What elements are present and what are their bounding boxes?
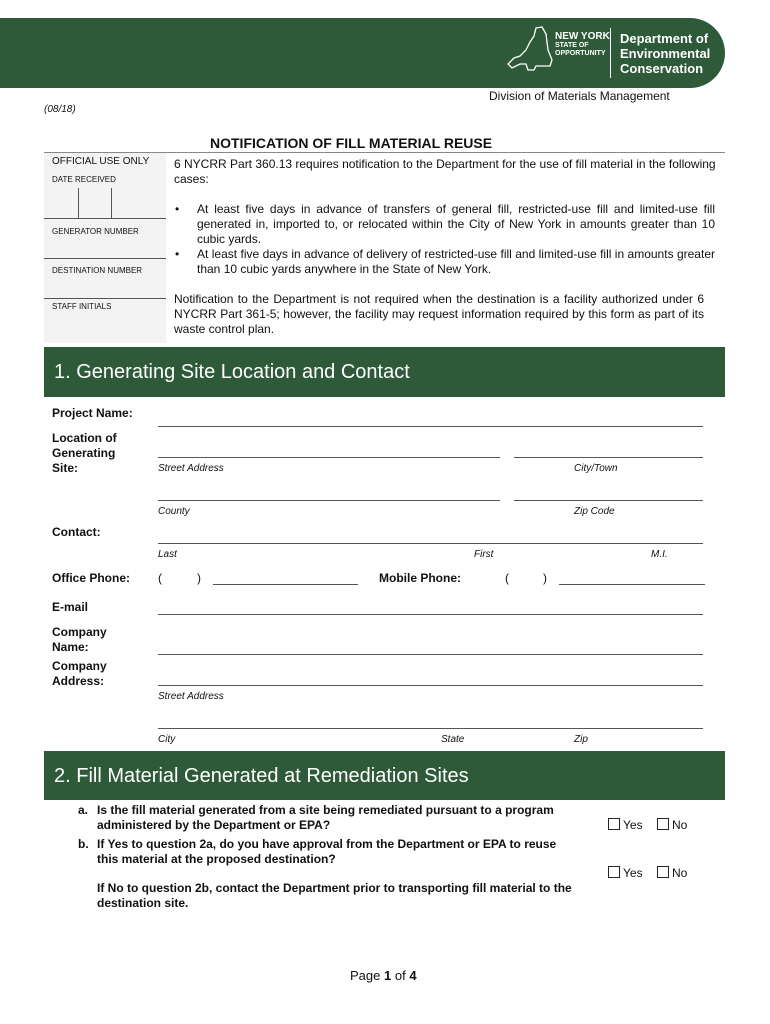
office-phone-open-paren: ( — [158, 571, 162, 585]
logo-divider — [610, 28, 611, 78]
email-label: E-mail — [52, 600, 89, 614]
page-footer — [350, 968, 417, 983]
dec-logo — [620, 31, 710, 76]
date-received-line[interactable] — [44, 218, 166, 219]
office-phone-close-paren: ) — [197, 571, 201, 585]
contact-label: Contact: — [52, 525, 101, 539]
header-banner — [0, 18, 725, 88]
qa-no-checkbox[interactable] — [657, 818, 669, 830]
ny-logo-line1: NEW YORK — [555, 31, 610, 42]
company-name-field[interactable] — [158, 654, 703, 655]
intro-bullet-1: • At least five days in advance of transfers of general fill, restricted-use fill and limited-use fill generated in, imported to, or relocated within the City of New York in amounts greater than 10 cubic yards. — [175, 202, 715, 247]
question-b-note: If No to question 2b, contact the Department prior to transporting fill material to the destination site. — [97, 881, 572, 910]
company-city-field[interactable] — [158, 728, 703, 729]
last-caption: Last — [158, 549, 177, 560]
contact-field[interactable] — [158, 543, 703, 544]
company-name-label-l2: Name: — [52, 640, 89, 654]
location-label-l1: Location of — [52, 431, 117, 445]
company-address-label-l1: Company — [52, 659, 107, 673]
qa-yes-option[interactable] — [608, 818, 643, 832]
mobile-phone-close-paren: ) — [543, 571, 547, 585]
official-use-heading: OFFICIAL USE ONLY — [52, 156, 150, 167]
date-received-label: DATE RECEIVED — [52, 175, 116, 184]
street-address-field[interactable] — [158, 457, 500, 458]
location-label-l3: Site: — [52, 461, 79, 475]
destination-number-line[interactable] — [44, 298, 166, 299]
intro-text: 6 NYCRR Part 360.13 requires notification to the Department for the use of fill material in the following cases: — [174, 157, 716, 186]
qb-no-option[interactable] — [657, 866, 687, 880]
mobile-phone-field[interactable] — [559, 584, 705, 585]
generator-number-label: GENERATOR NUMBER — [52, 227, 139, 236]
section1-heading: 1. Generating Site Location and Contact — [54, 361, 410, 383]
company-name-label — [52, 625, 107, 655]
location-label-l2: Generating — [52, 446, 116, 460]
staff-initials-label: STAFF INITIALS — [52, 302, 112, 311]
zip-code-caption: Zip Code — [574, 506, 615, 517]
zip-code-field[interactable] — [514, 500, 703, 501]
qa-no-label: No — [672, 818, 688, 832]
of-word: of — [394, 968, 406, 983]
intro-bullets — [175, 202, 715, 277]
destination-number-label: DESTINATION NUMBER — [52, 266, 143, 275]
date-divider-1 — [78, 188, 79, 218]
mobile-phone-label: Mobile Phone: — [379, 571, 461, 585]
form-title: NOTIFICATION OF FILL MATERIAL REUSE — [210, 135, 493, 151]
dec-line1: Department of — [620, 31, 709, 46]
street-address-caption: Street Address — [158, 463, 224, 474]
question-b-text: If Yes to question 2a, do you have approval from the Department or EPA to reuse this material at the proposed destination? — [97, 837, 557, 866]
company-address-label — [52, 659, 107, 689]
section2-header — [44, 751, 725, 800]
office-phone-label: Office Phone: — [52, 571, 131, 585]
company-address-label-l2: Address: — [52, 674, 105, 688]
date-divider-2 — [111, 188, 112, 218]
dec-line3: Conservation — [620, 61, 704, 76]
page-total: 4 — [409, 968, 417, 983]
section1-header — [44, 347, 725, 397]
qb-yes-checkbox[interactable] — [608, 866, 620, 878]
qa-yes-checkbox[interactable] — [608, 818, 620, 830]
page-word: Page — [350, 968, 381, 983]
location-label — [52, 431, 117, 476]
generator-number-line[interactable] — [44, 258, 166, 259]
office-phone-field[interactable] — [213, 584, 358, 585]
ny-state-logo — [555, 31, 615, 58]
company-state-caption: State — [441, 734, 465, 745]
page-number: 1 — [384, 968, 392, 983]
dec-line2: Environmental — [620, 46, 711, 61]
question-b-letter: b. — [78, 837, 89, 851]
project-name-field[interactable] — [158, 426, 703, 427]
company-name-label-l1: Company — [52, 625, 107, 639]
qb-no-checkbox[interactable] — [657, 866, 669, 878]
company-zip-caption: Zip — [574, 734, 588, 745]
project-name-label: Project Name: — [52, 406, 133, 420]
section2-heading: 2. Fill Material Generated at Remediation Sites — [54, 765, 469, 787]
email-field[interactable] — [158, 614, 703, 615]
company-city-caption: City — [158, 734, 176, 745]
mobile-phone-open-paren: ( — [505, 571, 509, 585]
question-a-letter: a. — [78, 803, 89, 817]
company-street-field[interactable] — [158, 685, 703, 686]
division-name: Division of Materials Management — [489, 89, 670, 103]
qa-no-option[interactable] — [657, 818, 687, 832]
company-street-caption: Street Address — [158, 691, 224, 702]
qa-yes-label: Yes — [623, 818, 643, 832]
ny-state-outline-icon — [506, 26, 554, 76]
first-caption: First — [474, 549, 494, 560]
intro-bullet-2: • At least five days in advance of delivery of restricted-use fill and limited-use fill in amounts greater than 10 cubic yards anywhere in the State of New York. — [175, 247, 715, 277]
mi-caption: M.I. — [651, 549, 668, 560]
city-town-field[interactable] — [514, 457, 703, 458]
form-date: (08/18) — [44, 104, 76, 115]
ny-logo-line2: STATE OF — [555, 42, 589, 49]
question-a-text: Is the fill material generated from a site being remediated pursuant to a program administered by the Department or EPA? — [97, 803, 554, 832]
county-caption: County — [158, 506, 190, 517]
qb-yes-label: Yes — [623, 866, 643, 880]
county-field[interactable] — [158, 500, 500, 501]
city-town-caption: City/Town — [574, 463, 618, 474]
qb-yes-option[interactable] — [608, 866, 643, 880]
intro-note: Notification to the Department is not required when the destination is a facility authorized under 6 NYCRR Part 361-5; however, the facility may request information required by this form as part of its waste control plan. — [174, 292, 704, 336]
qb-no-label: No — [672, 866, 688, 880]
ny-logo-line3: OPPORTUNITY — [555, 50, 606, 57]
